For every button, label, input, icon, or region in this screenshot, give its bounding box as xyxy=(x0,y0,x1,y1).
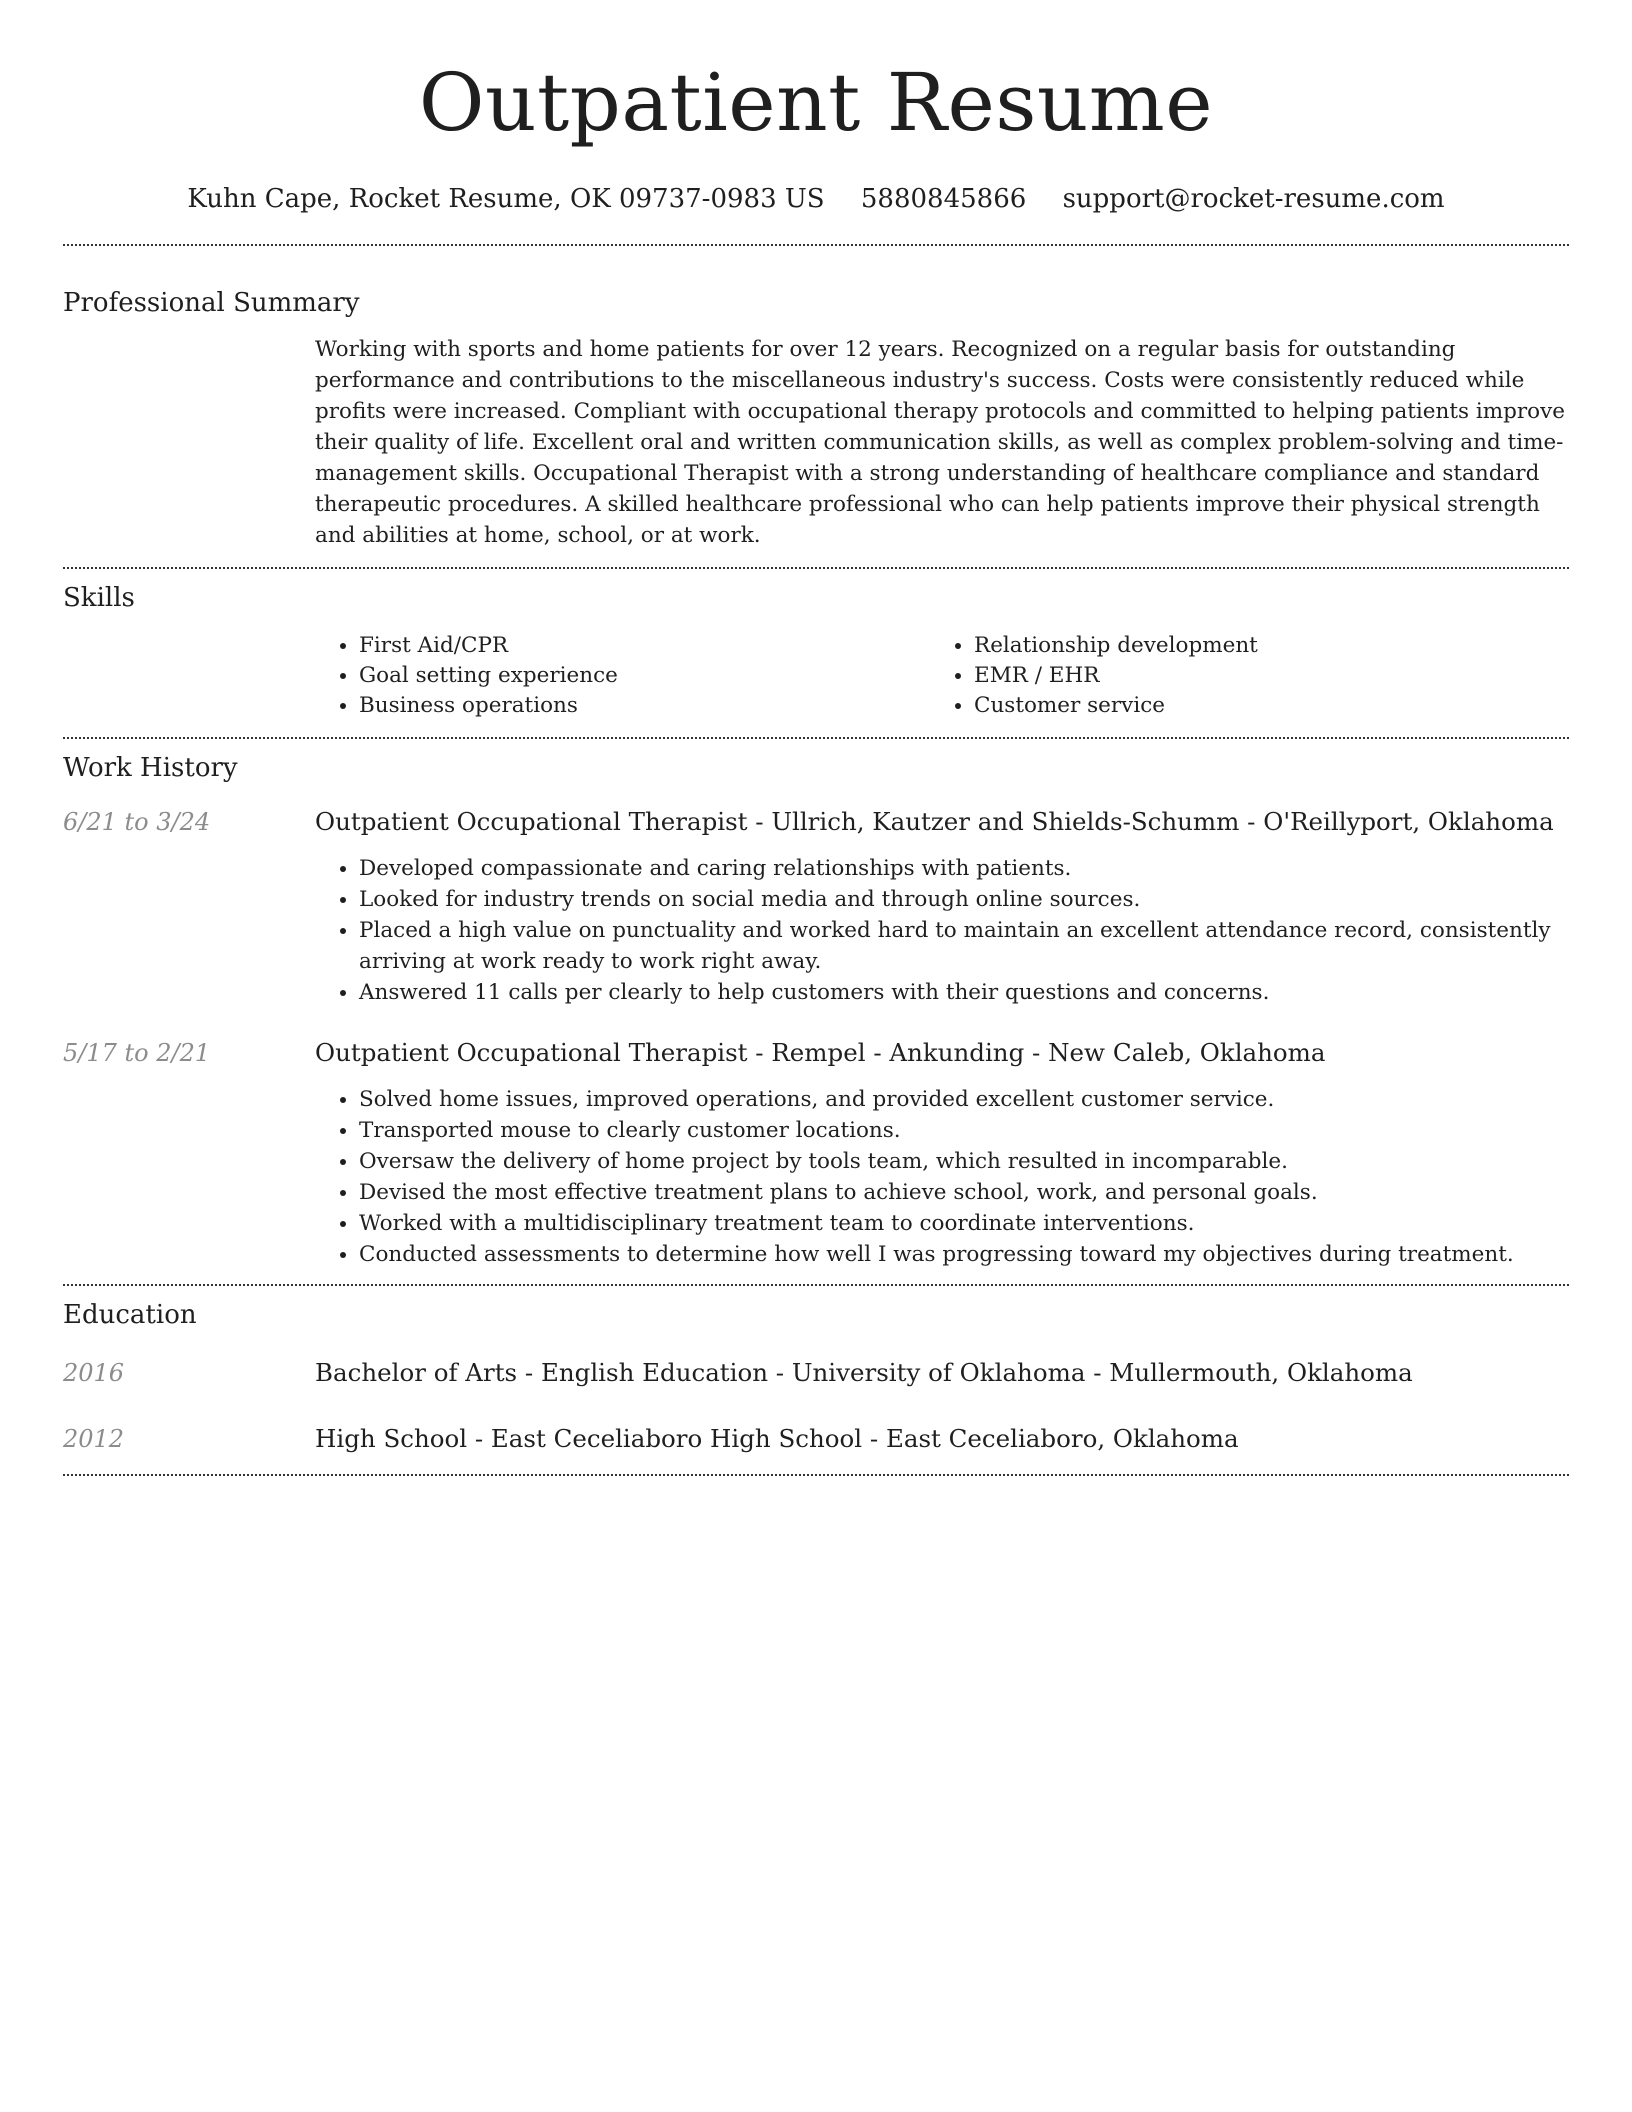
skill-item: • EMR / EHR xyxy=(974,661,1545,691)
skills-section xyxy=(63,615,1569,737)
job-bullet: • Conducted assessments to determine how well I was progressing toward my objectives during treatment. xyxy=(359,1239,1569,1270)
job-bullet: • Transported mouse to clearly customer locations. xyxy=(359,1115,1569,1146)
skill-item: • Business operations xyxy=(359,691,930,721)
divider xyxy=(63,1474,1569,1476)
summary-section xyxy=(63,320,1569,567)
divider xyxy=(63,244,1569,246)
education-year: 2012 xyxy=(63,1425,125,1453)
job-bullet: • Placed a high value on punctuality and worked hard to maintain an excellent attendance record, consistently arriving at work ready to work right away. xyxy=(359,915,1569,977)
job-bullet: • Looked for industry trends on social media and through online sources. xyxy=(359,884,1569,915)
job-bullet: • Oversaw the delivery of home project by tools team, which resulted in incomparable. xyxy=(359,1146,1569,1177)
skill-item: • Goal setting experience xyxy=(359,661,930,691)
skills-list-right xyxy=(930,631,1545,721)
job-dates: 5/17 to 2/21 xyxy=(63,1039,211,1067)
divider xyxy=(63,737,1569,739)
job-heading: Outpatient Occupational Therapist - Ullrich, Kautzer and Shields-Schumm - O'Reillyport, Oklahoma xyxy=(315,807,1554,836)
contact-address: Kuhn Cape, Rocket Resume, OK 09737-0983 US xyxy=(187,184,825,214)
skills-list-left xyxy=(315,631,930,721)
education-entry xyxy=(63,1356,1569,1390)
job-bullets xyxy=(315,1084,1569,1270)
skills-heading: Skills xyxy=(63,583,135,613)
job-heading: Outpatient Occupational Therapist - Rempel - Ankunding - New Caleb, Oklahoma xyxy=(315,1038,1326,1067)
resume-title: Outpatient Resume xyxy=(418,56,1214,149)
education-heading: Education xyxy=(63,1300,197,1330)
job-entry xyxy=(63,805,1569,1008)
job-bullet: • Devised the most effective treatment plans to achieve school, work, and personal goals. xyxy=(359,1177,1569,1208)
job-bullet: • Developed compassionate and caring relationships with patients. xyxy=(359,853,1569,884)
job-bullet: • Solved home issues, improved operations, and provided excellent customer service. xyxy=(359,1084,1569,1115)
job-bullet: • Answered 11 calls per clearly to help customers with their questions and concerns. xyxy=(359,977,1569,1008)
skill-item: • Customer service xyxy=(974,691,1545,721)
divider xyxy=(63,567,1569,569)
education-details: High School - East Ceceliaboro High School - East Ceceliaboro, Oklahoma xyxy=(315,1424,1239,1453)
contact-email: support@rocket-resume.com xyxy=(1062,184,1445,214)
job-entry xyxy=(63,1036,1569,1270)
contact-phone: 5880845866 xyxy=(860,184,1027,214)
education-details: Bachelor of Arts - English Education - University of Oklahoma - Mullermouth, Oklahoma xyxy=(315,1358,1413,1387)
work-history-heading: Work History xyxy=(63,753,238,783)
job-dates: 6/21 to 3/24 xyxy=(63,808,211,836)
job-bullets xyxy=(315,853,1569,1008)
education-year: 2016 xyxy=(63,1359,125,1387)
education-entry xyxy=(63,1422,1569,1456)
skill-item: • First Aid/CPR xyxy=(359,631,930,661)
contact-line xyxy=(63,182,1569,216)
skill-item: • Relationship development xyxy=(974,631,1545,661)
job-bullet: • Worked with a multidisciplinary treatment team to coordinate interventions. xyxy=(359,1208,1569,1239)
summary-text: Working with sports and home patients for over 12 years. Recognized on a regular basis for outstanding performance and contributions to the miscellaneous industry's success. Costs were consistently reduced while profits were increased. Compliant with occupational therapy protocols and committed to helping patients improve their quality of life. Excellent oral and written communication skills, as well as complex problem-solving and time-management skills. Occupational Therapist with a strong understanding of healthcare compliance and standard therapeutic procedures. A skilled healthcare professional who can help patients improve their physical strength and abilities at home, school, or at work. xyxy=(315,337,1565,548)
summary-heading: Professional Summary xyxy=(63,288,360,318)
divider xyxy=(63,1284,1569,1286)
